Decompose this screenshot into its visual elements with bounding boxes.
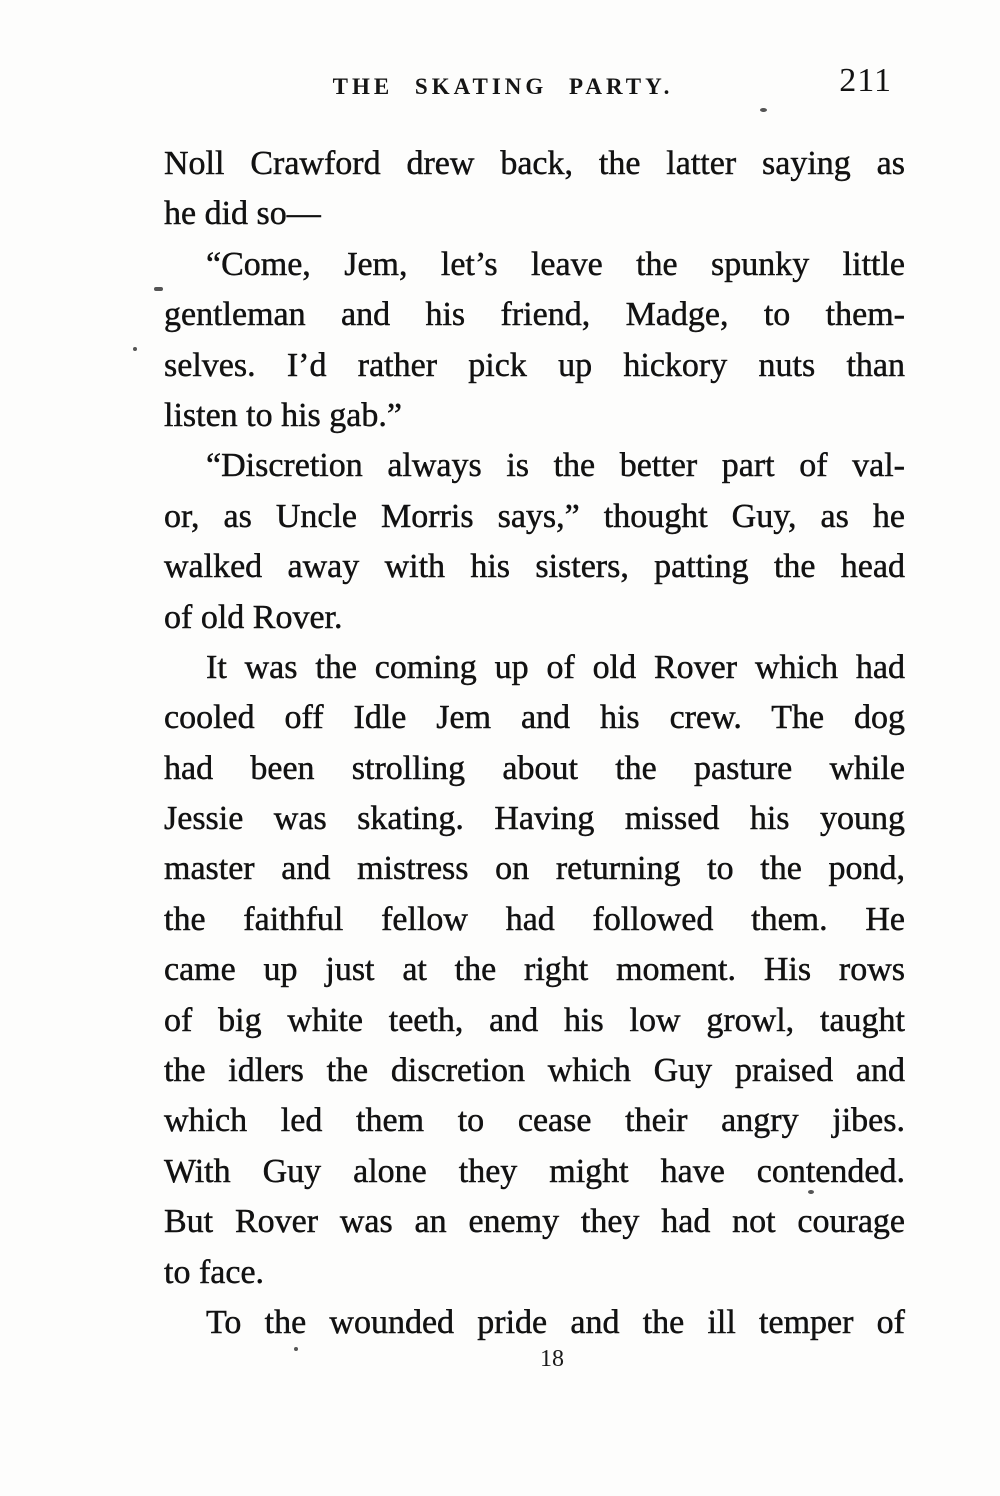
text-line: With Guy alone they might have contended. bbox=[164, 1152, 905, 1190]
text-line: Noll Crawford drew back, the latter saying as bbox=[164, 145, 905, 182]
text-line: Jessie was skating. Having missed his young bbox=[164, 800, 905, 838]
text-line: which led them to cease their angry jibes. bbox=[164, 1102, 905, 1140]
text-line: It was the coming up of old Rover which had bbox=[206, 648, 905, 686]
text-line: had been strolling about the pasture while bbox=[164, 749, 905, 787]
text-line: gentleman and his friend, Madge, to them- bbox=[164, 296, 905, 334]
text-line: To the wounded pride and the ill temper of bbox=[206, 1303, 905, 1341]
text-line: selves. I’d rather pick up hickory nuts than bbox=[164, 346, 905, 384]
text-line: he did so— bbox=[164, 195, 321, 233]
text-line: of old Rover. bbox=[164, 598, 343, 636]
scan-artifact bbox=[294, 1347, 298, 1351]
text-line: came up just at the right moment. His rows bbox=[164, 951, 905, 989]
text-line: to face. bbox=[164, 1253, 265, 1291]
text-line: the idlers the discretion which Guy praised and bbox=[164, 1052, 905, 1090]
scan-artifact bbox=[133, 347, 137, 351]
paragraph bbox=[164, 441, 905, 643]
text-line: But Rover was an enemy they had not courage bbox=[164, 1203, 905, 1241]
paragraph bbox=[164, 139, 905, 240]
text-line: cooled off Idle Jem and his crew. The dog bbox=[164, 699, 905, 737]
paragraph bbox=[164, 1298, 905, 1348]
signature-number: 18 bbox=[540, 1346, 564, 1372]
scan-artifact bbox=[808, 1190, 814, 1194]
text-line: “Discretion always is the better part of val- bbox=[206, 447, 905, 485]
paragraph bbox=[164, 643, 905, 1298]
text-line: master and mistress on returning to the pond, bbox=[164, 850, 905, 888]
text-line: or, as Uncle Morris says,” thought Guy, as he bbox=[164, 497, 905, 535]
text-line: listen to his gab.” bbox=[164, 396, 402, 434]
scan-artifact bbox=[154, 287, 163, 291]
text-line: of big white teeth, and his low growl, taught bbox=[164, 1001, 905, 1039]
running-head: THE SKATING PARTY. bbox=[332, 74, 674, 99]
paragraph bbox=[164, 240, 905, 442]
body-text bbox=[164, 139, 905, 1348]
text-line: “Come, Jem, let’s leave the spunky little bbox=[206, 245, 905, 283]
page-number: 211 bbox=[839, 62, 892, 99]
text-line: walked away with his sisters, patting the head bbox=[164, 548, 905, 586]
text-line: the faithful fellow had followed them. He bbox=[164, 900, 905, 938]
scan-artifact bbox=[760, 108, 767, 112]
